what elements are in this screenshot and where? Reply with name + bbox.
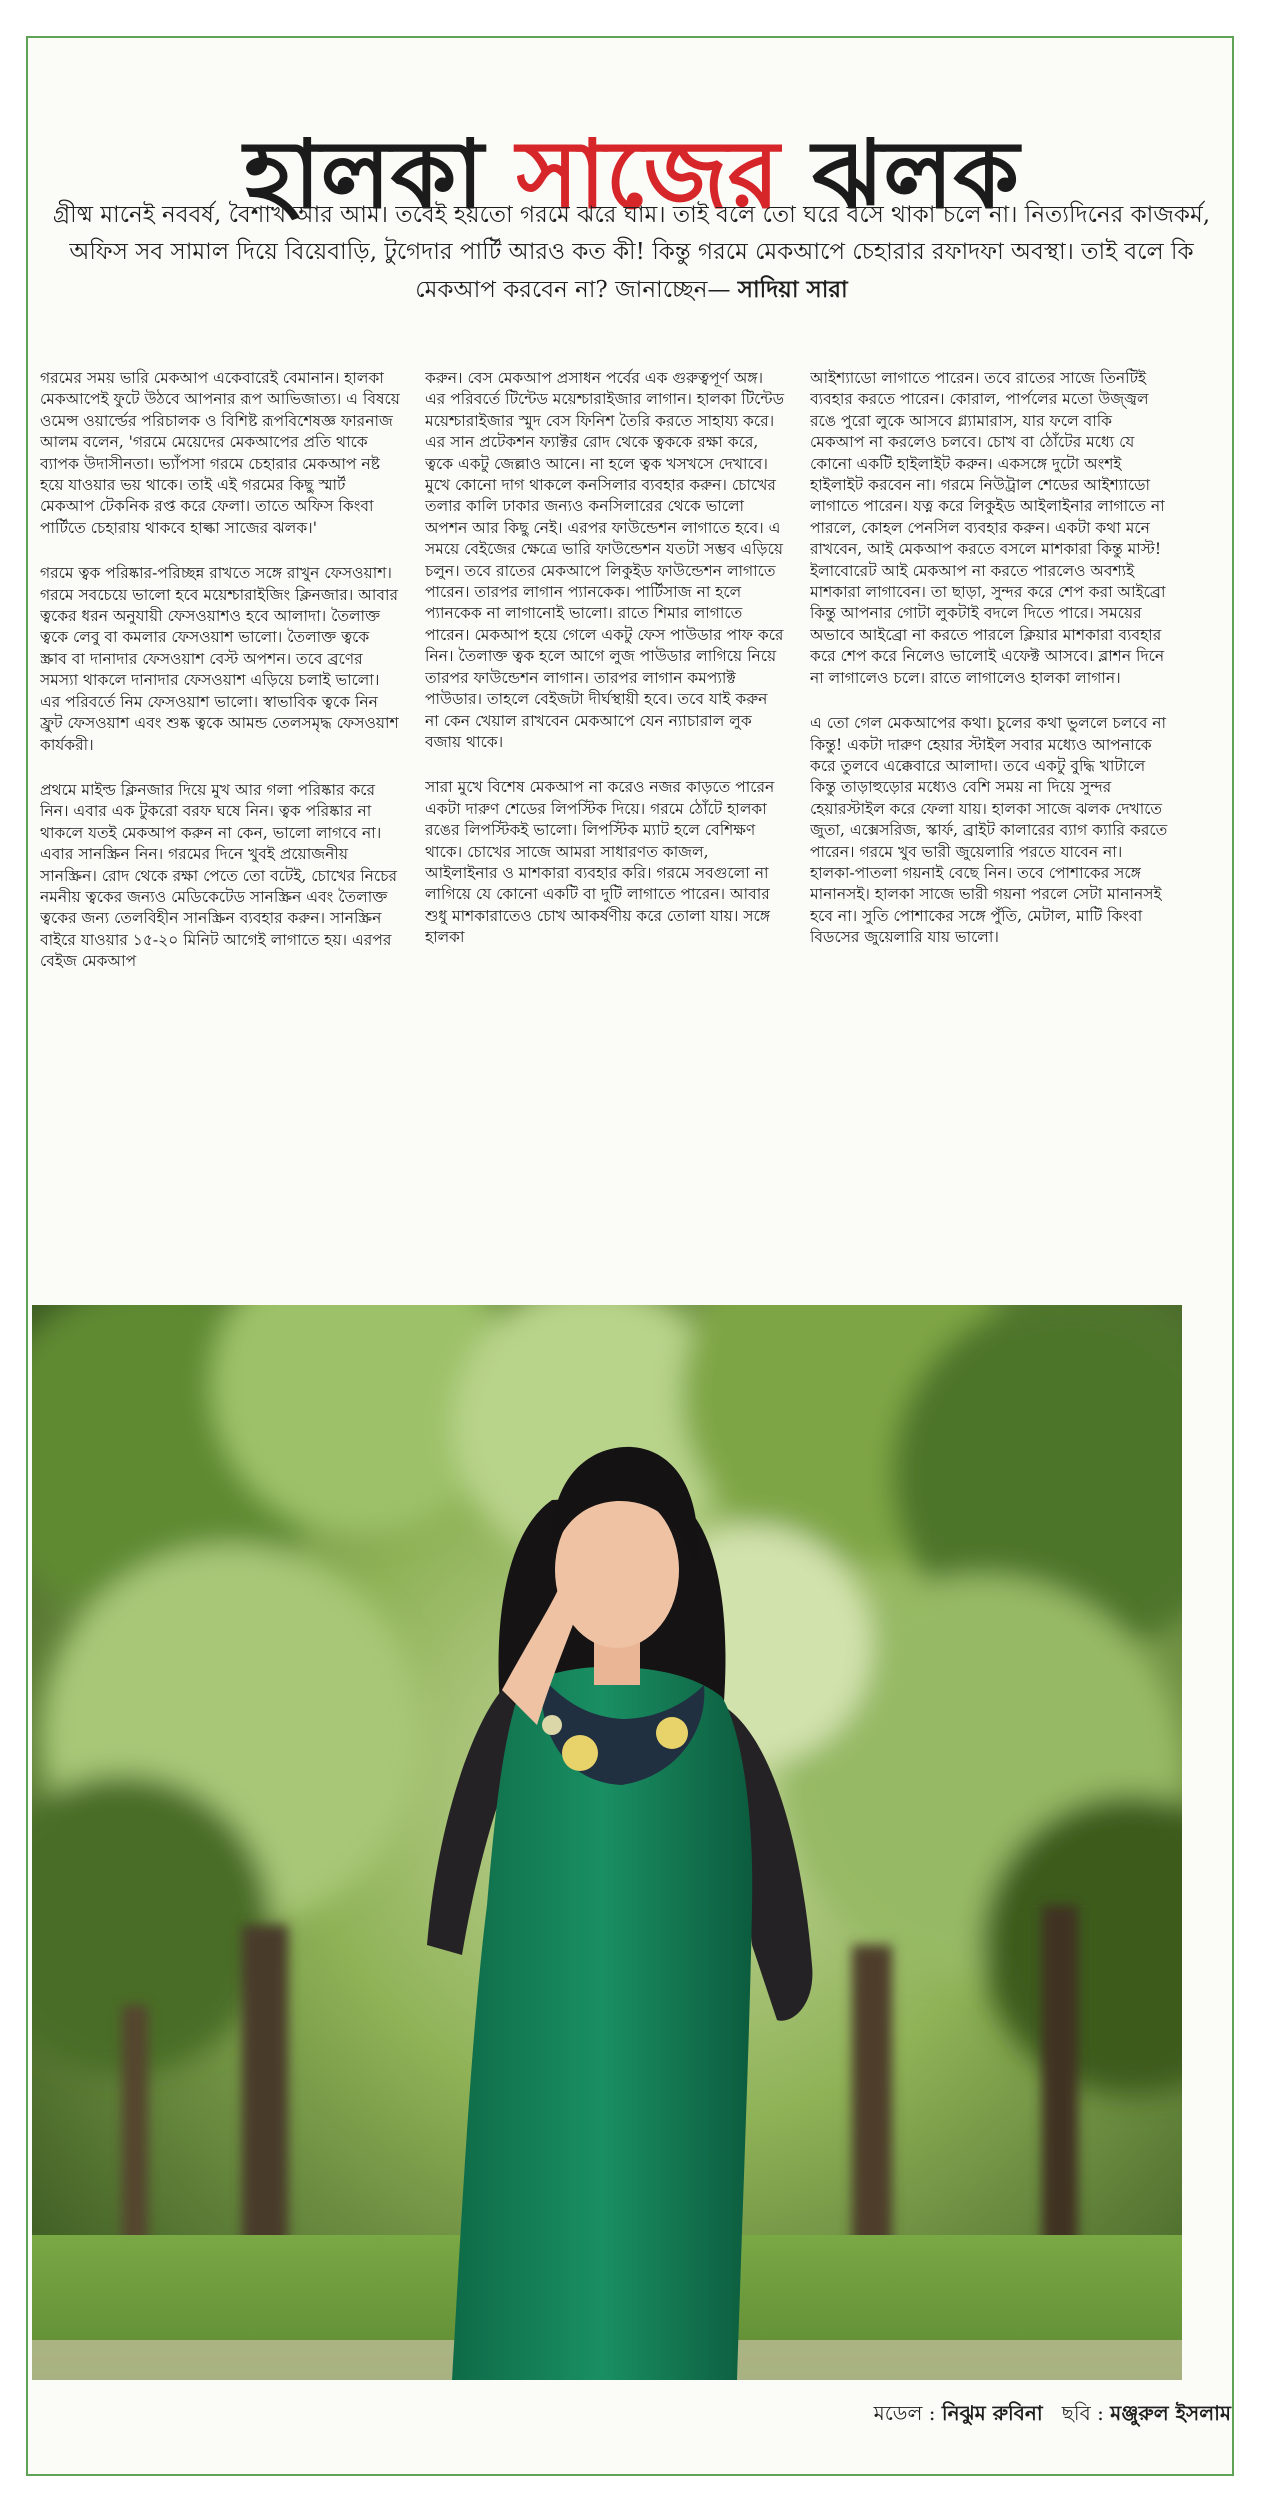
photo-label: ছবি : [1061, 2401, 1104, 2425]
column-2 [425, 368, 785, 1303]
column-1 [40, 368, 400, 1303]
model-label: মডেল : [873, 2401, 936, 2425]
article-paragraph: গরমে ত্বক পরিষ্কার-পরিচ্ছন্ন রাখতে সঙ্গে রাখুন ফেসওয়াশ। গরমে সবচেয়ে ভালো হবে ময়েশ্চারাইজিং ক্লিনজার। আবার ত্বকের ধরন অনুযায়ী ফেসওয়াশও হবে আলাদা। তৈলাক্ত ত্বকে লেবু বা কমলার ফেসওয়াশ ভালো। তৈলাক্ত ত্বকে স্ক্রাব বা দানাদার ফেসওয়াশ বেস্ট অপশন। তবে ব্রণের সমস্যা থাকলে দানাদার ফেসওয়াশ এড়িয়ে চলাই ভালো। এর পরিবর্তে নিম ফেসওয়াশ ভালো। স্বাভাবিক ত্বকে নিন ফ্রুট ফেসওয়াশ এবং শুষ্ক ত্বকে আমন্ড তেলসমৃদ্ধ ফেসওয়াশ কার্যকরী। [40, 564, 399, 754]
author-byline: সাদিয়া সারা [737, 276, 848, 303]
photo-credit [874, 2398, 1231, 2428]
column-3 [810, 368, 1170, 1303]
headline-part-1: হালকা [243, 119, 484, 230]
article-paragraph: গরমের সময় ভারি মেকআপ একেবারেই বেমানান। হালকা মেকআপেই ফুটে উঠবে আপনার রূপ আভিজাত্য। এ বিষয়ে ওমেন্স ওয়ার্ল্ডের পরিচালক ও বিশিষ্ট রূপবিশেষজ্ঞ ফারনাজ আলম বলেন, 'গরমে মেয়েদের মেকআপের প্রতি থাকে ব্যাপক উদাসীনতা। ভ্যাঁপসা গরমে চেহারার মেকআপ নষ্ট হয়ে যাওয়ার ভয় থাকে। তাই এই গরমের কিছু স্মার্ট মেকআপ টেকনিক রপ্ত করে ফেলা। তাতে অফিস কিংবা পার্টিতে চেহারায় থাকবে হাল্কা সাজের ঝলক।' [40, 369, 400, 537]
model-photo-illustration [32, 1305, 1182, 2380]
headline-part-3: ঝলক [812, 119, 1020, 230]
article-paragraph: করুন। বেস মেকআপ প্রসাধন পর্বের এক গুরুত্বপূর্ণ অঙ্গ। এর পরিবর্তে টিন্টেড ময়েশ্চারাইজার লাগান। হালকা টিন্টেড ময়েশ্চারাইজার স্মুদ বেস ফিনিশ তৈরি করতে সাহায্য করে। এর সান প্রটেকশন ফ্যাক্টর রোদ থেকে ত্বককে রক্ষা করে, ত্বকে একটু জেল্লাও আনে। না হলে ত্বক খসখসে দেখাবে। মুখে কোনো দাগ থাকলে কনসিলার ব্যবহার করুন। চোখের তলার কালি ঢাকার জন্যও কনসিলারের থেকে ভালো অপশন আর কিছু নেই। এরপর ফাউন্ডেশন লাগাতে হবে। এ সময়ে বেইজের ক্ষেত্রে ভারি ফাউন্ডেশন যতটা সম্ভব এড়িয়ে চলুন। তবে রাতের মেকআপে লিকুইড ফাউন্ডেশন লাগাতে পারেন। তারপর লাগান প্যানকেক। পার্টিসাজ না হলে প্যানকেক না লাগানোই ভালো। রাতে শিমার লাগাতে পারেন। মেকআপ হয়ে গেলে একটু ফেস পাউডার পাফ করে নিন। তৈলাক্ত ত্বক হলে আগে লুজ পাউডার লাগিয়ে নিয়ে তারপর ফাউন্ডেশন লাগান। তারপর লাগান কমপ্যাক্ট পাউডার। তাহলে বেইজটা দীর্ঘস্থায়ী হবে। তবে যাই করুন না কেন খেয়াল রাখবেন মেকআপে যেন ন্যাচারাল লুক বজায় থাকে। [425, 369, 785, 751]
intro-text: গ্রীষ্ম মানেই নববর্ষ, বৈশাখ আর আম। তবেই হয়তো গরমে ঝরে ঘাম। তাই বলে তো ঘরে বসে থাকা চলে না। নিত্যদিনের কাজকর্ম, অফিস সব সামাল দিয়ে বিয়েবাড়ি, টুগেদার পার্টি আরও কত কী! কিন্তু গরমে মেকআপে চেহারার রফাদফা অবস্থা। তাই বলে কি মেকআপ করবেন না? জানাচ্ছেন— [52, 202, 1211, 303]
intro-paragraph [38, 197, 1225, 309]
model-photo [32, 1305, 1182, 2380]
article-columns [40, 368, 1170, 1303]
headline-accent: সাজের [516, 119, 780, 230]
article-paragraph: সারা মুখে বিশেষ মেকআপ না করেও নজর কাড়তে পারেন একটা দারুণ শেডের লিপস্টিক দিয়ে। গরমে ঠোঁটে হালকা রঙের লিপস্টিকই ভালো। লিপস্টিক ম্যাট হলে বেশিক্ষণ থাকে। চোখের সাজে আমরা সাধারণত কাজল, আইলাইনার ও মাশকারা ব্যবহার করি। গরমে সবগুলো না লাগিয়ে যে কোনো একটি বা দুটি লাগাতে পারেন। আবার শুধু মাশকারাতেও চোখ আকর্ষণীয় করে তোলা যায়। সঙ্গে হালকা [425, 778, 775, 947]
photographer-name: মঞ্জুরুল ইসলাম [1110, 2401, 1231, 2425]
article-paragraph: এ তো গেল মেকআপের কথা। চুলের কথা ভুললে চলবে না কিন্তু! একটা দারুণ হেয়ার স্টাইল সবার মধ্যেও আপনাকে করে তুলবে এক্কেবারে আলাদা। তবে একটু বুদ্ধি খাটালে কিন্তু তাড়াহুড়োর মধ্যেও বেশি সময় না দিয়ে সুন্দর হেয়ারস্টাইল করে ফেলা যায়। হালকা সাজে ঝলক দেখাতে জুতা, এক্সেসরিজ, স্কার্ফ, ব্রাইট কালারের ব্যাগ ক্যারি করতে পারেন। গরমে খুব ভারী জুয়েলারি পরতে যাবেন না। হালকা-পাতলা গয়নাই বেছে নিন। তবে পোশাকের সঙ্গে মানানসই। হালকা সাজে ভারী গয়না পরলে সেটা মানানসই হবে না। সুতি পোশাকের সঙ্গে পুঁতি, মেটাল, মাটি কিংবা বিডসের জুয়েলারি যায় ভালো। [810, 714, 1168, 947]
model-name: নিঝুম রুবিনা [941, 2401, 1043, 2425]
article-paragraph: আইশ্যাডো লাগাতে পারেন। তবে রাতের সাজে তিনটিই ব্যবহার করতে পারেন। কোরাল, পার্পলের মতো উজ্জ্বল রঙে পুরো লুকে আসবে গ্ল্যামারাস, যার ফলে বাকি মেকআপ না করলেও চলবে। চোখ বা ঠোঁটের মধ্যে যে কোনো একটি হাইলাইট করুন। একসঙ্গে দুটো অংশই হাইলাইট করবেন না। গরমে নিউট্রাল শেডের আইশ্যাডো লাগাতে পারেন। যত্ন করে লিকুইড আইলাইনার লাগাতে না পারলে, কোহল পেনসিল ব্যবহার করুন। একটা কথা মনে রাখবেন, আই মেকআপ করতে বসলে মাশকারা কিন্তু মাস্ট! ইলাবোরেট আই মেকআপ না করতে পারলেও অবশ্যই মাশকারা লাগাবেন। তা ছাড়া, সুন্দর করে শেপ করা আইব্রো কিন্তু আপনার গোটা লুকটাই বদলে দিতে পারে। সময়ের অভাবে আইব্রো না করতে পারলে ক্লিয়ার মাশকারা ব্যবহার করে শেপ করে নিলেও ভালোই এফেক্ট আসবে। ব্লাশন দিনে না লাগালেও চলে। রাতে লাগালেও হালকা লাগান। [810, 369, 1166, 687]
article-paragraph: প্রথমে মাইল্ড ক্লিনজার দিয়ে মুখ আর গলা পরিষ্কার করে নিন। এবার এক টুকরো বরফ ঘষে নিন। ত্বক পরিষ্কার না থাকলে যতই মেকআপ করুন না কেন, ভালো লাগবে না। এবার সানস্ক্রিন নিন। গরমের দিনে খুবই প্রয়োজনীয় সানস্ক্রিন। রোদ থেকে রক্ষা পেতে তো বটেই, চোখের নিচের নমনীয় ত্বকের জন্যও মেডিকেটেড সানস্ক্রিন এবং তৈলাক্ত ত্বকের জন্য তেলবিহীন সানস্ক্রিন ব্যবহার করুন। সানস্ক্রিন বাইরে যাওয়ার ১৫-২০ মিনিট আগেই লাগাতে হয়। এরপর বেইজ মেকআপ [40, 780, 398, 971]
